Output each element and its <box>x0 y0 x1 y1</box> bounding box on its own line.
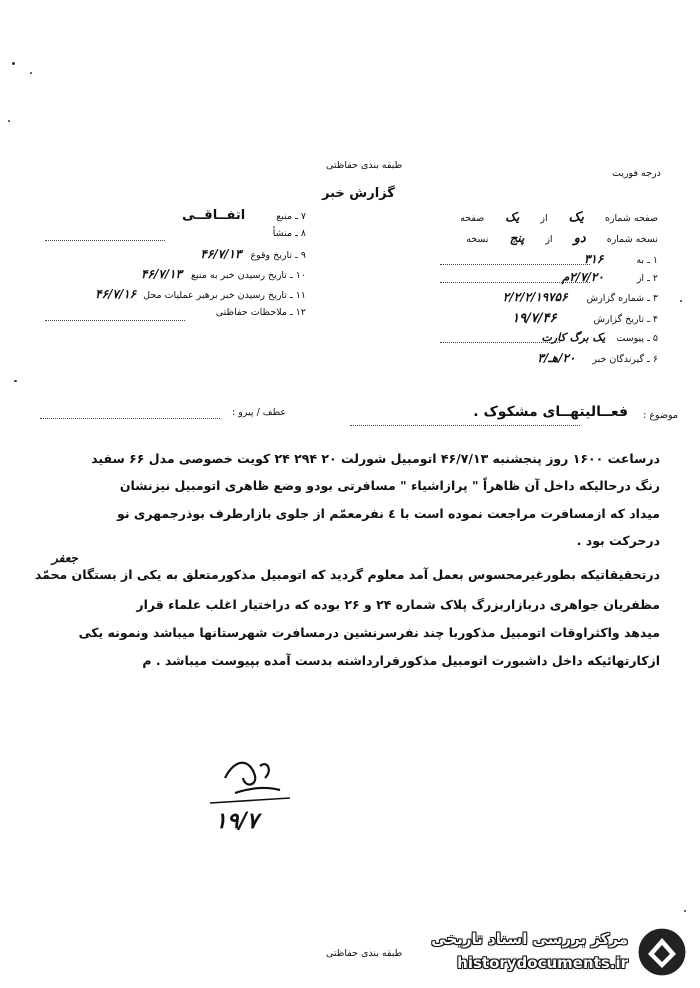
archive-logo-icon <box>634 924 690 980</box>
field-value: ۲/۲/۲/۱۹۷۵۶ <box>502 290 568 304</box>
handwritten-insert: جعفر <box>52 551 78 565</box>
copy-number-row <box>466 231 658 246</box>
field-label: ۹ ـ تاریخ وقوع <box>250 250 306 261</box>
field-value: ۳۱۶ <box>583 252 604 266</box>
field-value: یک <box>568 210 584 225</box>
field-from: از <box>540 213 548 224</box>
event-date-row <box>200 247 306 261</box>
recipients-row <box>537 351 658 365</box>
subject-label: موضوع : <box>643 410 678 421</box>
scan-speck <box>14 380 17 382</box>
watermark <box>426 926 690 978</box>
report-date-row <box>512 311 658 326</box>
field-label: صفحه شماره <box>604 213 658 224</box>
field-unit: صفحه <box>460 213 485 224</box>
field-total: یک <box>505 210 520 224</box>
security-notes-row <box>216 307 306 318</box>
urgency-label: درجه فوریت <box>612 168 661 179</box>
body-line: میدهد واکثراوقات اتومبیل مذکوربا چند نفرسرنشین درمسافرت شهرستانها میباشد ونمونه یکی <box>78 625 660 640</box>
scan-speck <box>30 72 32 74</box>
field-label: ۱ ـ به <box>636 255 658 266</box>
dotted-leader <box>40 418 220 419</box>
field-value: دو <box>573 231 586 246</box>
watermark-title: مرکز بررسی اسناد تاریخی <box>431 930 628 948</box>
field-unit: نسخه <box>466 234 489 245</box>
reference-label: عطف / پیرو : <box>232 407 287 418</box>
body-line: درتحقیقاتیکه بطورغیرمحسوس بعمل آمد معلوم گردید که اتومبیل مذکورمتعلق به یکی از بستگان محمّد <box>34 567 660 582</box>
subject-underline <box>350 425 580 426</box>
source-receipt-date-row <box>141 267 306 281</box>
field-value: اتفــاقــی <box>182 208 246 223</box>
field-label: ۱۲ ـ ملاحظات حفاظتی <box>215 307 306 318</box>
field-label: ۳ ـ شماره گزارش <box>586 293 658 304</box>
field-label: ۱۰ ـ تاریخ رسیدن خبر به منبع <box>191 270 306 281</box>
source-row <box>182 208 306 223</box>
signature-date: ۱۹/۷ <box>215 808 259 834</box>
origin-row <box>273 228 306 239</box>
body-line: مظفریان جواهری دربازاربزرگ پلاک شماره ۲۴ و ۲۶ بوده که دراختیار اغلب علماء قرار <box>136 597 660 612</box>
field-value: ۴۶/۷/۱۶ <box>95 287 137 301</box>
dotted-leader <box>440 264 590 265</box>
field-value: ۴۶/۷/۱۳ <box>140 267 182 281</box>
field-label: ۲ ـ از <box>636 273 658 284</box>
body-line: میداد که ازمسافرت مراجعت نموده است با ٤ نفرمعمّم از جلوی بازارطرف بوذرجمهری نو <box>117 506 660 521</box>
dotted-leader <box>45 320 185 321</box>
body-line: درساعت ۱۶۰۰ روز پنجشنبه ۴۶/۷/۱۳ اتومبیل شورلت ۲۰ ۲۹۴ ۲۴ کویت خصوصی مدل ۶۶ سفید <box>91 451 660 466</box>
field-value: ۲/۷/۲۰م <box>561 270 604 284</box>
scan-speck <box>684 910 686 912</box>
field-label: ۶ ـ گیرندگان خبر <box>592 354 658 365</box>
scan-speck <box>12 62 15 65</box>
field-label: ۷ ـ منبع <box>276 211 306 222</box>
field-from: از <box>545 234 553 245</box>
field-value: ۱۹/۷/۴۶ <box>512 311 557 326</box>
classification-label: طبقه بندی حفاظتی <box>326 160 403 171</box>
field-value: ۲۰/هـ/۳ <box>537 351 576 365</box>
scan-speck <box>8 120 10 122</box>
field-label: ۱۱ ـ تاریخ رسیدن خبر برهبر عملیات محل <box>143 290 306 301</box>
body-line: رنگ درحالیکه داخل آن ظاهراً " پرازاشیاء " مسافرتی بودو وضع ظاهری اتومبیل نیزنشان <box>119 478 660 493</box>
body-line: درحرکت بود . <box>576 533 660 548</box>
field-label: نسخه شماره <box>606 234 658 245</box>
leader-receipt-date-row <box>95 287 306 301</box>
dotted-leader <box>440 342 560 343</box>
report-number-row <box>503 290 658 304</box>
field-label: ۵ ـ پیوست <box>616 333 658 344</box>
scan-speck <box>680 300 682 302</box>
bottom-classification-label: طبقه بندی حفاظتی <box>326 948 403 959</box>
body-line: ازکارتهائیکه داخل داشبورت اتومبیل مذکورقرارداشته بدست آمده بپیوست میباشد . م <box>142 653 660 668</box>
field-label: ۸ ـ منشأ <box>272 228 306 239</box>
field-value: یک برگ کارت <box>541 331 606 344</box>
field-value: ۴۶/۷/۱۳ <box>200 247 242 261</box>
to-row <box>584 252 658 266</box>
page-number-row <box>460 210 658 225</box>
field-total: پنج <box>509 231 525 245</box>
report-title: گزارش خبر <box>322 186 395 201</box>
dotted-leader <box>440 282 590 283</box>
subject-value: فعــالیتهــای مشکوک . <box>473 404 628 420</box>
watermark-url: historydocuments.ir <box>457 954 628 972</box>
dotted-leader <box>45 240 165 241</box>
field-label: ۴ ـ تاریخ گزارش <box>593 314 658 325</box>
